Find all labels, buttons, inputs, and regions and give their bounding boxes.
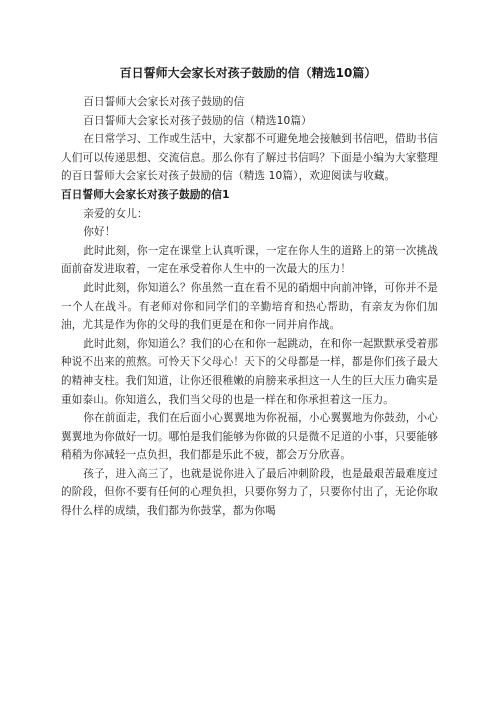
document-body <box>61 93 438 521</box>
document-title: 百日誓师大会家长对孩子鼓励的信（精选10篇） <box>119 66 377 80</box>
paragraph: 百日誓师大会家长对孩子鼓励的信 <box>83 96 245 108</box>
paragraph: 此时此刻，你知道么？我们的心在和你一起跳动，在和你一起默默承受着那种说不出来的煎熬。可怜天下父母心！天下的父母都是一样，都是你们孩子最大的精神支柱。我们知道，让你还很稚嫩的肩膀来承担这一人生的巨大压力确实是重如泰山。你知道么，我们当父母的也是一样在和你承担着这一压力。 <box>61 337 438 406</box>
paragraph: 百日誓师大会家长对孩子鼓励的信（精选10篇） <box>83 114 312 127</box>
paragraph: 此时此刻，你知道么？你虽然一直在看不见的硝烟中向前冲锋，可你并不是一个人在战斗。有老师对你和同学们的辛勤培育和热心帮助，有亲友为你们加油，尤其是作为你的父母的我们更是在和你一同并肩作战。 <box>61 281 438 332</box>
paragraph: 你在前面走，我们在后面小心翼翼地为你祝福，小心翼翼地为你鼓劲，小心翼翼地为你做好一切。哪怕是我们能够为你做的只是微不足道的小事，只要能够稍稍为你减轻一点负担，我们都是乐此不疲，都会万分欣喜。 <box>61 412 438 462</box>
paragraph: 在日常学习、工作或生活中，大家都不可避免地会接触到书信吧，借助书信人们可以传递思想、交流信息。那么你有了解过书信吗？下面是小编为大家整理的百日誓师大会家长对孩子鼓励的信（精选 10篇），欢迎阅读与收藏。 <box>61 133 438 183</box>
paragraph: 孩子，进入高三了，也就是说你进入了最后冲刺阶段，也是最艰苦最难度过的阶段，但你不要有任何的心理负担，只要你努力了，只要你付出了，无论你取得什么样的成绩，我们都为你鼓掌，都为你喝 <box>61 467 438 518</box>
section-heading: 百日誓师大会家长对孩子鼓励的信1 <box>61 188 230 201</box>
salutation: 亲爱的女儿： <box>83 207 148 220</box>
paragraph: 此时此刻，你一定在课堂上认真听课，一定在你人生的道路上的第一次挑战面前奋发进取着，一定在承受着你人生中的一次最大的压力！ <box>61 244 438 276</box>
greeting: 你好！ <box>83 226 116 239</box>
